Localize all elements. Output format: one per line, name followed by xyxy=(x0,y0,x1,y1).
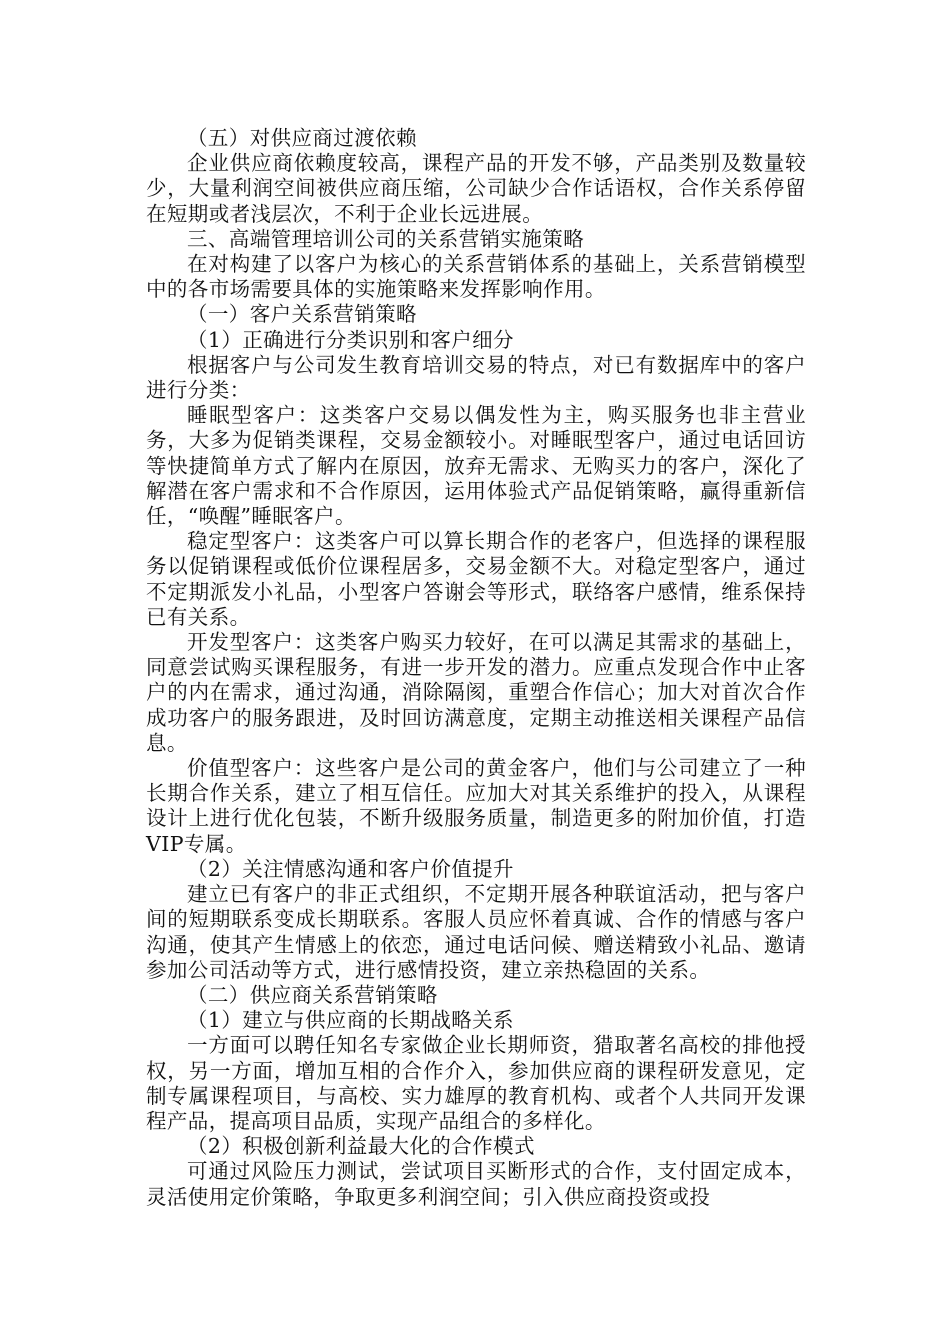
paragraph-long-term: 一方面可以聘任知名专家做企业长期师资，猎取著名高校的排他授权，另一方面，增加互相的合作介入，参加供应商的课程研发意见，定制专属课程项目，与高校、实力雄厚的教育机构、或者个人共同开发课程产品，提高项目品质，实现产品组合的多样化。 xyxy=(146,1033,806,1133)
paragraph-classification: 根据客户与公司发生教育培训交易的特点，对已有数据库中的客户进行分类： xyxy=(146,352,806,403)
paragraph-sleeping-customers: 睡眠型客户：这类客户交易以偶发性为主，购买服务也非主营业务，大多为促销类课程，交易金额较小。对睡眠型客户，通过电话回访等快捷简单方式了解内在原因，放弃无需求、无购买力的客户，深化了解潜在客户需求和不合作原因，运用体验式产品促销策略，赢得重新信任，“唤醒”睡眠客户。 xyxy=(146,403,806,529)
paragraph-developing-customers: 开发型客户：这类客户购买力较好，在可以满足其需求的基础上，同意尝试购买课程服务，有进一步开发的潜力。应重点发现合作中止客户的内在需求，通过沟通，消除隔阂，重塑合作信心；加大对首次合作成功客户的服务跟进，及时回访满意度，定期主动推送相关课程产品信息。 xyxy=(146,630,806,755)
document-body xyxy=(146,126,806,1210)
paragraph-intro-strategy: 在对构建了以客户为核心的关系营销体系的基础上，关系营销模型中的各市场需要具体的实施策略来发挥影响作用。 xyxy=(146,252,806,302)
paragraph-cooperation-model: 可通过风险压力测试，尝试项目买断形式的合作，支付固定成本，灵活使用定价策略，争取更多利润空间；引入供应商投资或投 xyxy=(146,1159,806,1209)
subsection-heading-customer: （一）客户关系营销策略 xyxy=(187,302,417,327)
item-heading-long-term: （1）建立与供应商的长期战略关系 xyxy=(187,1008,514,1033)
paragraph-value-customers: 价值型客户：这些客户是公司的黄金客户，他们与公司建立了一种长期合作关系，建立了相互信任。应加大对其关系维护的投入，从课程设计上进行优化包装，不断升级服务质量，制造更多的附加价值，打造VIP专属。 xyxy=(146,756,806,856)
paragraph-supplier-dependence: 企业供应商依赖度较高，课程产品的开发不够，产品类别及数量较少，大量利润空间被供应商压缩，公司缺少合作话语权，合作关系停留在短期或者浅层次，不利于企业长远进展。 xyxy=(146,151,806,226)
item-heading-emotional: （2）关注情感沟通和客户价值提升 xyxy=(187,856,514,881)
item-heading-cooperation-model: （2）积极创新利益最大化的合作模式 xyxy=(187,1134,535,1159)
section-heading-3: 三、高端管理培训公司的关系营销实施策略 xyxy=(187,226,585,251)
section-heading-5: （五）对供应商过渡依赖 xyxy=(187,126,417,150)
subsection-heading-supplier: （二）供应商关系营销策略 xyxy=(187,982,438,1007)
item-heading-classification: （1）正确进行分类识别和客户细分 xyxy=(187,327,514,352)
paragraph-emotional: 建立已有客户的非正式组织，不定期开展各种联谊活动，把与客户间的短期联系变成长期联系。客服人员应怀着真诚、合作的情感与客户沟通，使其产生情感上的依恋，通过电话问候、赠送精致小礼品、邀请参加公司活动等方式，进行感情投资，建立亲热稳固的关系。 xyxy=(146,882,806,982)
paragraph-stable-customers: 稳定型客户：这类客户可以算长期合作的老客户，但选择的课程服务以促销课程或低价位课程居多，交易金额不大。对稳定型客户，通过不定期派发小礼品，小型客户答谢会等形式，联络客户感情，维系保持已有关系。 xyxy=(146,529,806,629)
